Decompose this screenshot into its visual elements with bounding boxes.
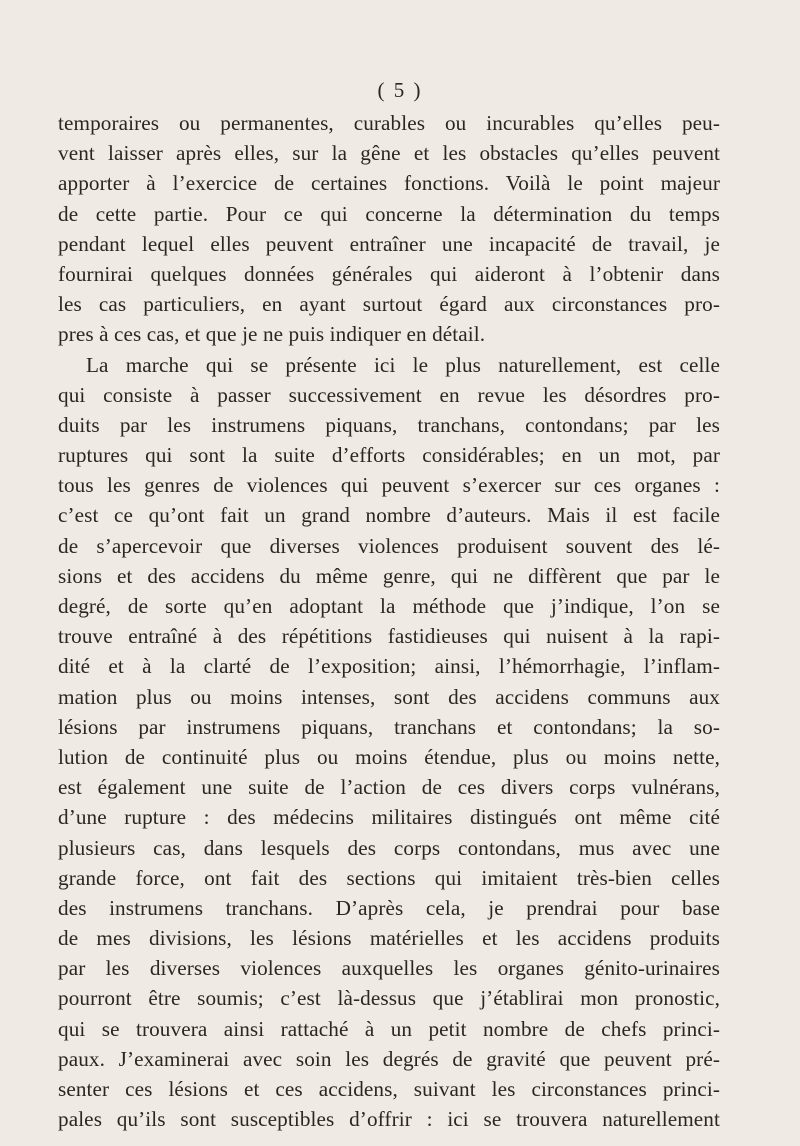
text-line: duits par les instrumens piquans, tranchans, contondans; par les bbox=[58, 412, 720, 437]
text-line: fournirai quelques données générales qui aideront à l’obtenir dans bbox=[58, 261, 720, 286]
text-line: est également une suite de l’action de ces divers corps vulnérans, bbox=[58, 775, 720, 800]
text-line: tous les genres de violences qui peuvent s’exercer sur ces organes : bbox=[58, 473, 720, 498]
text-line: par les diverses violences auxquelles les organes génito-urinaires bbox=[58, 956, 720, 981]
text-line: vent laisser après elles, sur la gêne et les obstacles qu’elles peuvent bbox=[58, 141, 720, 166]
text-line: pales qu’ils sont susceptibles d’offrir : ici se trouvera naturellement bbox=[58, 1107, 720, 1132]
text-line: trouve entraîné à des répétitions fastidieuses qui nuisent à la rapi- bbox=[58, 624, 720, 649]
text-line: La marche qui se présente ici le plus naturellement, est celle bbox=[86, 352, 720, 377]
body-text bbox=[58, 108, 720, 1134]
text-line: ruptures qui sont la suite d’efforts considérables; en un mot, par bbox=[58, 443, 720, 468]
text-line: lution de continuité plus ou moins étendue, plus ou moins nette, bbox=[58, 744, 720, 769]
page-number: ( 5 ) bbox=[377, 78, 423, 102]
text-line: pendant lequel elles peuvent entraîner une incapacité de travail, je bbox=[58, 231, 720, 256]
text-line: sions et des accidens du même genre, qui ne diffèrent que par le bbox=[58, 563, 720, 588]
text-line: de mes divisions, les lésions matérielles et les accidens produits bbox=[58, 926, 720, 951]
text-line: mation plus ou moins intenses, sont des accidens communs aux bbox=[58, 684, 720, 709]
text-line: degré, de sorte qu’en adoptant la méthode que j’indique, l’on se bbox=[58, 594, 720, 618]
text-line: paux. J’examinerai avec soin les degrés de gravité que peuvent pré- bbox=[58, 1046, 720, 1071]
text-line: des instrumens tranchans. D’après cela, je prendrai pour base bbox=[58, 895, 720, 920]
text-line: dité et à la clarté de l’exposition; ainsi, l’hémorrhagie, l’inflam- bbox=[58, 654, 720, 679]
text-line: lésions par instrumens piquans, tranchans et contondans; la so- bbox=[58, 714, 720, 739]
text-line: qui consiste à passer successivement en revue les désordres pro- bbox=[58, 382, 720, 407]
text-line: de s’apercevoir que diverses violences produisent souvent des lé- bbox=[58, 533, 720, 558]
text-line: pourront être soumis; c’est là-dessus que j’établirai mon pronostic, bbox=[58, 986, 720, 1011]
text-line: qui se trouvera ainsi rattaché à un petit nombre de chefs princi- bbox=[58, 1016, 720, 1041]
text-line: les cas particuliers, en ayant surtout égard aux circonstances pro- bbox=[58, 292, 720, 317]
text-line: grande force, ont fait des sections qui imitaient très-bien celles bbox=[58, 865, 720, 890]
text-line: c’est ce qu’ont fait un grand nombre d’auteurs. Mais il est facile bbox=[58, 503, 720, 528]
text-line: plusieurs cas, dans lesquels des corps contondans, mus avec une bbox=[58, 835, 720, 860]
text-line: de cette partie. Pour ce qui concerne la détermination du temps bbox=[58, 201, 720, 226]
text-line: d’une rupture : des médecins militaires distingués ont même cité bbox=[58, 805, 720, 830]
text-line: pres à ces cas, et que je ne puis indiquer en détail. bbox=[58, 322, 486, 347]
text-line: temporaires ou permanentes, curables ou incurables qu’elles peu- bbox=[58, 111, 720, 135]
text-line: apporter à l’exercice de certaines fonctions. Voilà le point majeur bbox=[58, 171, 720, 196]
text-line: senter ces lésions et ces accidens, suivant les circonstances princi- bbox=[58, 1077, 720, 1101]
